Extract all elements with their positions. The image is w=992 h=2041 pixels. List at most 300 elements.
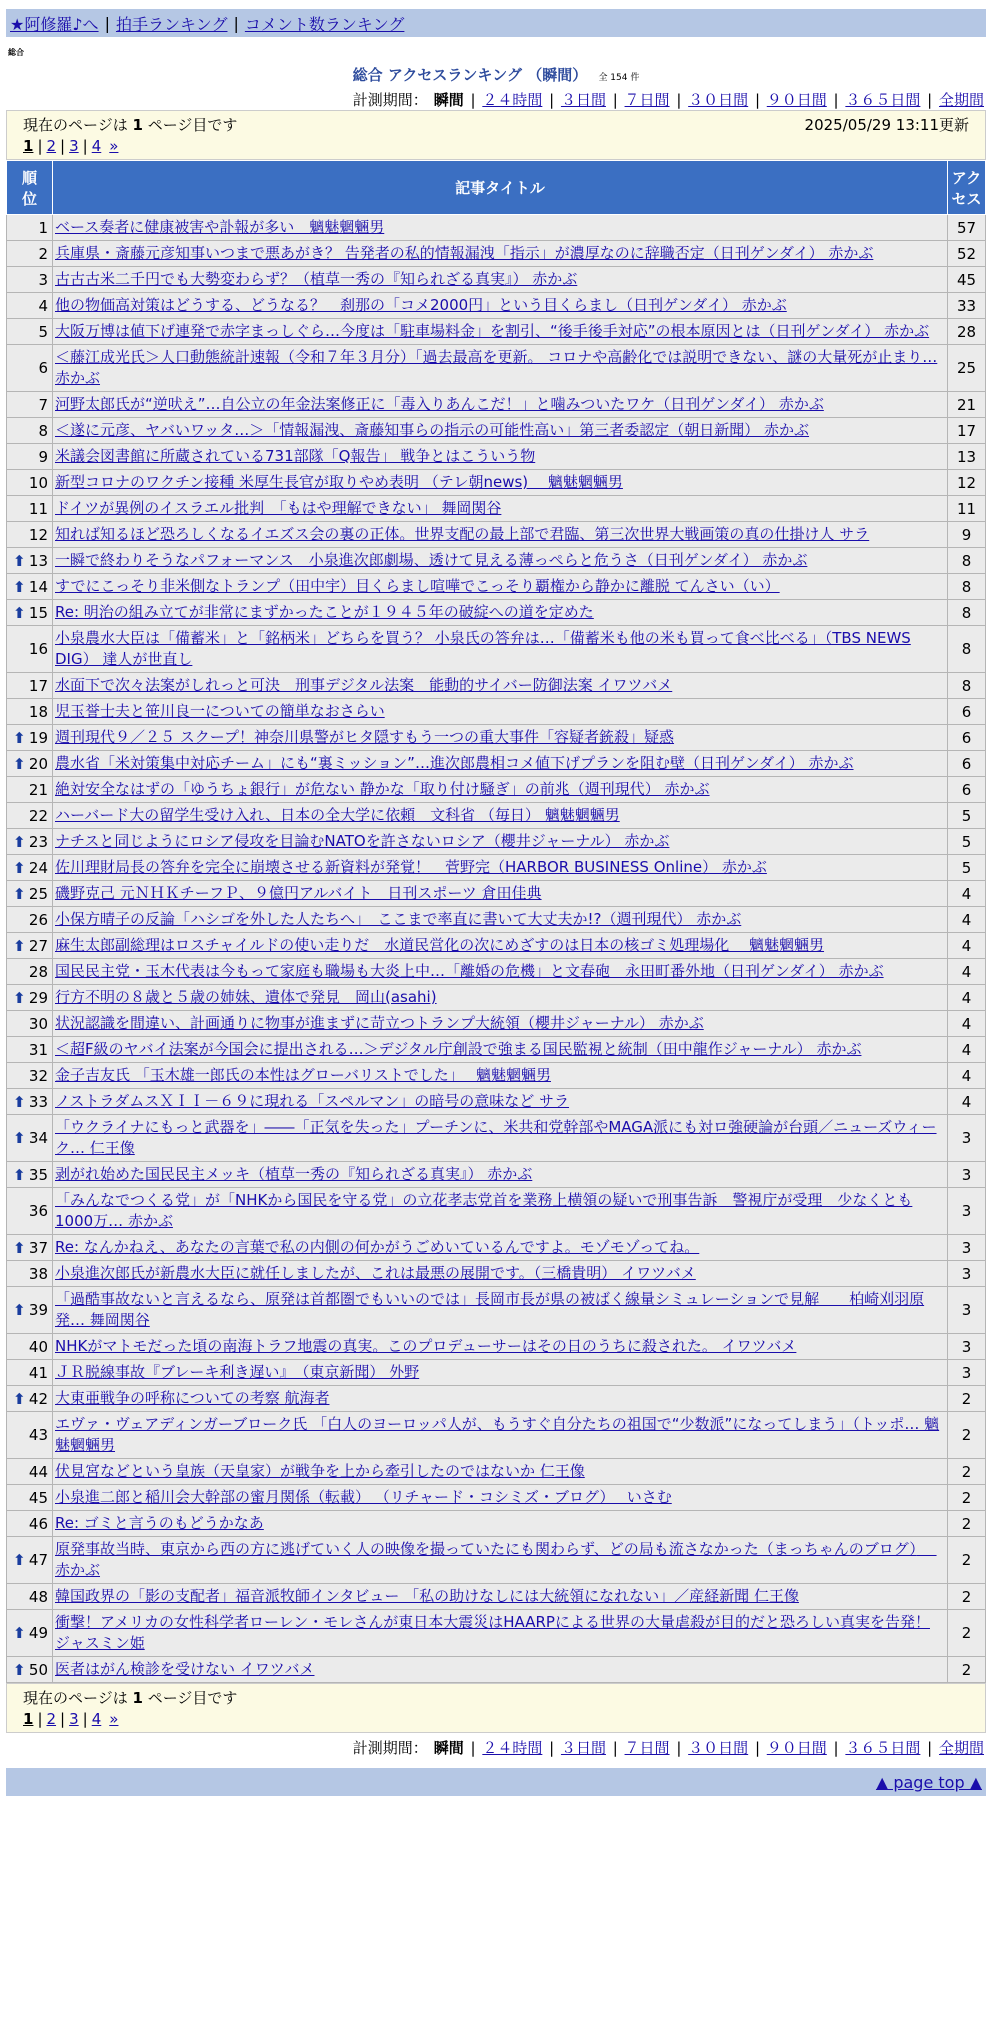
rank-cell bbox=[7, 1610, 53, 1657]
table-row bbox=[7, 496, 986, 522]
rank-number: 36 bbox=[28, 1202, 48, 1220]
article-title-link[interactable]: 小泉農水大臣は「備蓄米」と「銘柄米」どちらを買う？ 小泉氏の答弁は…「備蓄米も他の米も買って食べ比べる」（TBS NEWS DIG） 達人が世直し bbox=[55, 629, 911, 668]
title-cell bbox=[53, 751, 948, 777]
rank-number: 21 bbox=[28, 780, 48, 799]
rank-number: 43 bbox=[28, 1426, 48, 1444]
table-row bbox=[7, 1089, 986, 1115]
period-link[interactable]: ３０日間 bbox=[688, 91, 749, 109]
period-link[interactable]: ３０日間 bbox=[688, 1739, 749, 1757]
rank-number: 11 bbox=[28, 499, 48, 518]
title-cell bbox=[53, 1360, 948, 1386]
pager-link[interactable]: 3 bbox=[69, 1710, 79, 1728]
table-row bbox=[7, 777, 986, 803]
rank-cell bbox=[7, 1162, 53, 1188]
rank-cell bbox=[7, 1089, 53, 1115]
clap-ranking-link[interactable]: 拍手ランキング bbox=[115, 14, 228, 34]
rank-number: 31 bbox=[28, 1040, 48, 1059]
period-separator: | bbox=[544, 91, 559, 109]
rank-number: 42 bbox=[28, 1389, 48, 1408]
period-link[interactable]: ７日間 bbox=[624, 1739, 670, 1757]
title-cell bbox=[53, 1188, 948, 1235]
page-top-link[interactable]: ▲ page top ▲ bbox=[875, 1772, 982, 1792]
article-title-link[interactable]: 一瞬で終わりそうなパフォーマンス 小泉進次郎劇場、透けて見える薄っぺらと危うさ（日刊ゲンダイ） 赤かぶ bbox=[55, 551, 808, 569]
article-title-link[interactable]: 知れば知るほど恐ろしくなるイエズス会の裏の正体。世界支配の最上部で君臨、第三次世界大戦画策の真の仕掛け人 サラ bbox=[55, 525, 870, 543]
access-count: 3 bbox=[948, 1188, 986, 1235]
article-title-link[interactable]: 医者はがん検診を受けない イワツバメ bbox=[55, 1660, 315, 1678]
title-cell bbox=[53, 1657, 948, 1683]
pager-separator: | bbox=[82, 137, 88, 155]
ranking-table bbox=[6, 160, 986, 1683]
rank-cell bbox=[7, 1657, 53, 1683]
article-title-link[interactable]: 農水省「米対策集中対応チーム」にも“裏ミッション”…進次郎農相コメ値下げプランを阻む壁（日刊ゲンダイ） 赤かぶ bbox=[55, 754, 854, 772]
access-count: 4 bbox=[948, 1037, 986, 1063]
rank-cell bbox=[7, 600, 53, 626]
rank-cell bbox=[7, 1386, 53, 1412]
rank-number: 7 bbox=[38, 395, 48, 414]
access-count: 4 bbox=[948, 1089, 986, 1115]
article-title-link[interactable]: 磯野克己 元ＮＨＫチーフＰ、９億円アルバイト 日刊スポーツ 倉田佳典 bbox=[55, 884, 542, 902]
period-link[interactable]: ９０日間 bbox=[766, 91, 827, 109]
period-separator: | bbox=[922, 91, 937, 109]
pager-separator: | bbox=[60, 137, 66, 155]
period-label: 計測期間： bbox=[352, 91, 428, 109]
access-count: 2 bbox=[948, 1584, 986, 1610]
rank-number: 32 bbox=[28, 1066, 48, 1085]
rank-number: 8 bbox=[38, 421, 48, 440]
table-row bbox=[7, 1360, 986, 1386]
period-link[interactable]: ２４時間 bbox=[482, 91, 543, 109]
title-cell bbox=[53, 215, 948, 241]
article-title-link[interactable]: Re: なんかねえ、あなたの言葉で私の内側の何かがうごめいているんですよ。モゾモゾってね。 bbox=[55, 1238, 700, 1256]
period-separator: | bbox=[465, 1739, 481, 1757]
pager-separator: | bbox=[37, 1710, 43, 1728]
access-count: 2 bbox=[948, 1511, 986, 1537]
title-cell bbox=[53, 267, 948, 293]
article-title-link[interactable]: 「ウクライナにもっと武器を」――「正気を失った」プーチンに、米共和党幹部やMAGA派にも対ロ強硬論が台頭／ニューズウィーク… 仁王像 bbox=[55, 1118, 937, 1157]
access-count: 4 bbox=[948, 1063, 986, 1089]
access-count: 2 bbox=[948, 1459, 986, 1485]
rank-up-arrow-icon: ⬆ bbox=[13, 1551, 26, 1569]
access-count: 3 bbox=[948, 1287, 986, 1334]
table-row bbox=[7, 626, 986, 673]
title-cell bbox=[53, 293, 948, 319]
title-cell bbox=[53, 522, 948, 548]
table-row bbox=[7, 444, 986, 470]
rank-up-arrow-icon: ⬆ bbox=[13, 1092, 26, 1111]
rank-number: 28 bbox=[28, 962, 48, 981]
pager-link[interactable]: 2 bbox=[46, 1710, 57, 1728]
rank-cell bbox=[7, 751, 53, 777]
rank-cell bbox=[7, 470, 53, 496]
title-cell bbox=[53, 1459, 948, 1485]
rank-cell bbox=[7, 345, 53, 392]
table-row bbox=[7, 1511, 986, 1537]
rank-cell bbox=[7, 1037, 53, 1063]
rank-cell bbox=[7, 1485, 53, 1511]
title-cell bbox=[53, 1261, 948, 1287]
table-row bbox=[7, 673, 986, 699]
article-title-link[interactable]: エヴァ・ヴェアディンガーブローク氏 「白人のヨーロッパ人が、もうすぐ自分たちの祖国で“少数派”になってしまう」（トッポ… 魑魅魍魎男 bbox=[55, 1415, 940, 1454]
title-cell bbox=[53, 1610, 948, 1657]
article-title-link[interactable]: 新型コロナのワクチン接種 米厚生長官が取りやめ表明 （テレ朝news) 魑魅魍魎男 bbox=[55, 473, 623, 491]
rank-up-arrow-icon: ⬆ bbox=[13, 1238, 26, 1257]
pager-next-link[interactable]: » bbox=[109, 1710, 119, 1728]
rank-number: 23 bbox=[28, 832, 48, 851]
article-title-link[interactable]: 小泉進二郎と稲川会大幹部の蜜月関係（転載） （リチャード・コシミズ・ブログ） いさむ bbox=[55, 1488, 672, 1506]
period-link[interactable]: ９０日間 bbox=[766, 1739, 827, 1757]
title-cell bbox=[53, 470, 948, 496]
page-title bbox=[6, 64, 986, 85]
article-title-link[interactable]: 韓国政界の「影の支配者」福音派牧師インタビュー 「私の助けなしには大統領になれない」／産経新聞 仁王像 bbox=[55, 1587, 799, 1605]
access-count: 3 bbox=[948, 1360, 986, 1386]
title-cell bbox=[53, 1063, 948, 1089]
rank-number: 44 bbox=[28, 1462, 48, 1481]
access-header: アク セス bbox=[948, 161, 986, 215]
access-count: 8 bbox=[948, 548, 986, 574]
pager-links bbox=[23, 1708, 969, 1730]
article-title-link[interactable]: 剥がれ始めた国民民主メッキ（植草一秀の『知られざる真実』） 赤かぶ bbox=[55, 1165, 533, 1183]
period-link[interactable]: ３日間 bbox=[560, 91, 606, 109]
rank-cell bbox=[7, 1287, 53, 1334]
rank-number: 14 bbox=[28, 577, 48, 596]
article-title-link[interactable]: 金子吉友氏 「玉木雄一郎氏の本性はグローバリストでした」 魑魅魍魎男 bbox=[55, 1066, 551, 1084]
article-title-link[interactable]: 絶対安全なはずの「ゆうちょ銀行」が危ない 静かな「取り付け騒ぎ」の前兆（週刊現代） 赤かぶ bbox=[55, 780, 710, 798]
article-title-link[interactable]: ナチスと同じようにロシア侵攻を目論むNATOを許さないロシア（櫻井ジャーナル） 赤かぶ bbox=[55, 832, 670, 850]
rank-cell bbox=[7, 907, 53, 933]
access-count: 2 bbox=[948, 1610, 986, 1657]
table-row bbox=[7, 1037, 986, 1063]
rank-cell bbox=[7, 1584, 53, 1610]
access-count: 52 bbox=[948, 241, 986, 267]
title-cell bbox=[53, 548, 948, 574]
title-cell bbox=[53, 1584, 948, 1610]
article-title-link[interactable]: NHKがマトモだった頃の南海トラフ地震の真実。このプロデューサーはその日のうちに殺された。 イワツバメ bbox=[55, 1337, 797, 1355]
table-row bbox=[7, 1537, 986, 1584]
rank-number: 9 bbox=[38, 447, 48, 466]
article-title-link[interactable]: Re: ゴミと言うのもどうかなあ bbox=[55, 1514, 264, 1532]
access-count: 6 bbox=[948, 725, 986, 751]
rank-number: 45 bbox=[28, 1488, 48, 1507]
rank-cell bbox=[7, 548, 53, 574]
rank-cell bbox=[7, 293, 53, 319]
access-count: 5 bbox=[948, 855, 986, 881]
title-cell bbox=[53, 855, 948, 881]
article-title-link[interactable]: すでにこっそり非米側なトランプ（田中宇）目くらまし喧嘩でこっそり覇権から静かに離脱 てんさい（い） bbox=[55, 577, 780, 595]
period-separator: | bbox=[544, 1739, 559, 1757]
period-separator: | bbox=[922, 1739, 937, 1757]
bottom-band bbox=[6, 1768, 986, 1796]
article-title-link[interactable]: 行方不明の８歳と５歳の姉妹、遺体で発見 岡山(asahi) bbox=[55, 988, 437, 1006]
rank-cell bbox=[7, 496, 53, 522]
article-title-link[interactable]: 原発事故当時、東京から西の方に逃げていく人の映像を撮っていたにも関わらず、どの局も流さなかった（まっちゃんのブログ） 赤かぶ bbox=[55, 1540, 937, 1579]
rank-number: 50 bbox=[28, 1660, 48, 1679]
rank-number: 27 bbox=[28, 936, 48, 955]
access-count: 6 bbox=[948, 699, 986, 725]
article-title-link[interactable]: 「みんなでつくる党」が「NHKから国民を守る党」の立花孝志党首を業務上横領の疑いで刑事告訴 警視庁が受理 少なくとも1000万… 赤かぶ bbox=[55, 1191, 913, 1230]
rank-up-arrow-icon: ⬆ bbox=[13, 884, 26, 903]
rank-cell bbox=[7, 803, 53, 829]
period-separator: | bbox=[465, 91, 481, 109]
period-separator: | bbox=[828, 91, 844, 109]
article-title-link[interactable]: ＜超F級のヤバイ法案が今国会に提出される…＞デジタル庁創設で強まる国民監視と統制（田中龍作ジャーナル） 赤かぶ bbox=[55, 1040, 862, 1058]
title-cell bbox=[53, 1485, 948, 1511]
access-count: 9 bbox=[948, 522, 986, 548]
pager-links bbox=[23, 135, 969, 157]
period-link[interactable]: ３６５日間 bbox=[845, 91, 921, 109]
access-count: 3 bbox=[948, 1334, 986, 1360]
access-count: 4 bbox=[948, 881, 986, 907]
rank-cell bbox=[7, 626, 53, 673]
article-title-link[interactable]: 衝撃！アメリカの女性科学者ローレン・モレさんが東日本大震災はHAARPによる世界の大量虐殺が目的だと恐ろしい真実を告発！ ジャスミン姫 bbox=[55, 1613, 930, 1652]
table-row bbox=[7, 1188, 986, 1235]
rank-cell bbox=[7, 699, 53, 725]
period-label: 計測期間： bbox=[352, 1739, 428, 1757]
rank-number: 22 bbox=[28, 806, 48, 825]
title-cell bbox=[53, 1162, 948, 1188]
title-cell bbox=[53, 1334, 948, 1360]
access-count: 3 bbox=[948, 1115, 986, 1162]
table-row bbox=[7, 985, 986, 1011]
title-cell bbox=[53, 777, 948, 803]
pager-link[interactable]: 3 bbox=[69, 137, 79, 155]
rank-cell bbox=[7, 1063, 53, 1089]
table-row bbox=[7, 907, 986, 933]
title-cell bbox=[53, 1412, 948, 1459]
access-count: 45 bbox=[948, 267, 986, 293]
table-row bbox=[7, 1261, 986, 1287]
article-title-link[interactable]: ＜藤江成光氏＞人口動態統計速報（令和７年３月分）「過去最高を更新。 コロナや高齢化では説明できない、謎の大量死が止まり… 赤かぶ bbox=[55, 348, 938, 387]
access-count: 4 bbox=[948, 1011, 986, 1037]
access-count: 25 bbox=[948, 345, 986, 392]
title-cell bbox=[53, 1287, 948, 1334]
table-row bbox=[7, 470, 986, 496]
access-count: 8 bbox=[948, 626, 986, 673]
rank-cell bbox=[7, 241, 53, 267]
title-cell bbox=[53, 673, 948, 699]
title-cell bbox=[53, 1386, 948, 1412]
table-row bbox=[7, 418, 986, 444]
table-row bbox=[7, 548, 986, 574]
pager-separator: | bbox=[37, 137, 43, 155]
access-count: 5 bbox=[948, 803, 986, 829]
updated-timestamp: 2025/05/29 13:11更新 bbox=[804, 115, 969, 134]
period-link[interactable]: 全期間 bbox=[938, 91, 984, 109]
access-count: 4 bbox=[948, 985, 986, 1011]
rank-cell bbox=[7, 1412, 53, 1459]
access-count: 4 bbox=[948, 959, 986, 985]
title-cell bbox=[53, 1537, 948, 1584]
rank-up-arrow-icon: ⬆ bbox=[13, 1660, 26, 1679]
rank-cell bbox=[7, 1511, 53, 1537]
article-title-link[interactable]: 大東亜戦争の呼称についての考察 航海者 bbox=[55, 1389, 330, 1407]
pager-link[interactable]: 4 bbox=[91, 1710, 102, 1728]
period-separator: | bbox=[750, 91, 765, 109]
rank-cell bbox=[7, 985, 53, 1011]
period-link[interactable]: ３日間 bbox=[560, 1739, 606, 1757]
period-selector bbox=[6, 89, 986, 110]
rank-cell bbox=[7, 1334, 53, 1360]
article-title-link[interactable]: ベース奏者に健康被害や訃報が多い 魑魅魍魎男 bbox=[55, 218, 385, 236]
article-title-link[interactable]: 大阪万博は値下げ連発で赤字まっしぐら…今度は「駐車場料金」を割引、“後手後手対応”の根本原因とは（日刊ゲンダイ） 赤かぶ bbox=[55, 322, 930, 340]
rank-cell bbox=[7, 418, 53, 444]
rank-number: 34 bbox=[28, 1129, 48, 1147]
rank-up-arrow-icon: ⬆ bbox=[13, 988, 26, 1007]
article-title-link[interactable]: 他の物価高対策はどうする、どうなる？ 刹那の「コメ2000円」という目くらまし（日刊ゲンダイ） 赤かぶ bbox=[55, 296, 787, 314]
period-separator: | bbox=[607, 1739, 623, 1757]
period-separator: | bbox=[607, 91, 623, 109]
access-count: 2 bbox=[948, 1537, 986, 1584]
table-row bbox=[7, 1386, 986, 1412]
nav-separator: | bbox=[233, 13, 239, 33]
article-title-link[interactable]: Re: 明治の組み立てが非常にまずかったことが１９４５年の破綻への道を定めた bbox=[55, 603, 594, 621]
article-title-link[interactable]: 状況認識を間違い、計画通りに物事が進まずに苛立つトランプ大統領（櫻井ジャーナル） 赤かぶ bbox=[55, 1014, 704, 1032]
article-title-link[interactable]: 「過酷事故ないと言えるなら、原発は首都圏でもいいのでは」長岡市長が県の被ばく線量シミュレーションで見解 柏崎刈羽原発… 舞岡関谷 bbox=[55, 1290, 925, 1329]
pager bbox=[6, 110, 986, 160]
rank-number: 5 bbox=[38, 322, 48, 341]
period-separator: | bbox=[828, 1739, 844, 1757]
rank-cell bbox=[7, 829, 53, 855]
article-title-link[interactable]: ノストラダムスＸＩＩ－６９に現れる「スペルマン」の暗号の意味など サラ bbox=[55, 1092, 570, 1110]
article-title-link[interactable]: 小泉進次郎氏が新農水大臣に就任しましたが、これは最悪の展開です。（三橋貴明） イワツバメ bbox=[55, 1264, 696, 1282]
article-title-link[interactable]: 伏見宮などという皇族（天皇家）が戦争を上から牽引したのではないか 仁王像 bbox=[55, 1462, 585, 1480]
rank-cell bbox=[7, 1459, 53, 1485]
access-count: 5 bbox=[948, 829, 986, 855]
rank-number: 12 bbox=[28, 525, 48, 544]
total-count: 全 154 件 bbox=[598, 73, 640, 83]
page-title-text: 総合 アクセスランキング （瞬間） bbox=[352, 66, 588, 84]
article-title-link[interactable]: 国民民主党・玉木代表は今もって家庭も職場も大炎上中…「離婚の危機」と文春砲 永田町番外地（日刊ゲンダイ） 赤かぶ bbox=[55, 962, 884, 980]
article-title-link[interactable]: 古古古米二千円でも大勢変わらず？（植草一秀の『知られざる真実』） 赤かぶ bbox=[55, 270, 578, 288]
pager-link[interactable]: 4 bbox=[91, 137, 102, 155]
rank-number: 39 bbox=[28, 1301, 48, 1319]
rank-number: 26 bbox=[28, 910, 48, 929]
table-row bbox=[7, 959, 986, 985]
rank-number: 46 bbox=[28, 1514, 48, 1533]
access-count: 3 bbox=[948, 1162, 986, 1188]
period-current: 瞬間 bbox=[433, 91, 464, 109]
article-title-link[interactable]: 佐川理財局長の答弁を完全に崩壊させる新資料が発覚！ 菅野完（HARBOR BUSINESS Online） 赤かぶ bbox=[55, 858, 767, 876]
access-count: 33 bbox=[948, 293, 986, 319]
home-link[interactable]: ★阿修羅♪へ bbox=[10, 14, 99, 34]
title-cell bbox=[53, 1011, 948, 1037]
article-title-link[interactable]: 児玉誉士夫と笹川良一についての簡単なおさらい bbox=[55, 702, 385, 720]
period-link[interactable]: ３６５日間 bbox=[845, 1739, 921, 1757]
period-link[interactable]: ７日間 bbox=[624, 91, 670, 109]
article-title-link[interactable]: ＜遂に元彦、ヤバいワッタ…＞「情報漏洩、斎藤知事らの指示の可能性高い」第三者委認定（朝日新聞） 赤かぶ bbox=[55, 421, 810, 439]
period-link[interactable]: ２４時間 bbox=[482, 1739, 543, 1757]
title-cell bbox=[53, 574, 948, 600]
table-row bbox=[7, 267, 986, 293]
table-row bbox=[7, 1485, 986, 1511]
rank-cell bbox=[7, 725, 53, 751]
access-count: 8 bbox=[948, 574, 986, 600]
title-cell bbox=[53, 345, 948, 392]
pager-link[interactable]: 2 bbox=[46, 137, 57, 155]
rank-up-arrow-icon: ⬆ bbox=[13, 603, 26, 622]
period-selector-bottom bbox=[6, 1737, 986, 1758]
comment-ranking-link[interactable]: コメント数ランキング bbox=[244, 14, 405, 34]
table-row bbox=[7, 522, 986, 548]
rank-number: 49 bbox=[28, 1624, 48, 1642]
rank-up-arrow-icon: ⬆ bbox=[13, 551, 26, 570]
pager-next-link[interactable]: » bbox=[109, 137, 119, 155]
title-cell bbox=[53, 1089, 948, 1115]
access-count: 6 bbox=[948, 751, 986, 777]
access-count: 8 bbox=[948, 600, 986, 626]
rank-cell bbox=[7, 959, 53, 985]
rank-cell bbox=[7, 522, 53, 548]
rank-number: 3 bbox=[38, 270, 48, 289]
access-count: 2 bbox=[948, 1657, 986, 1683]
title-cell bbox=[53, 1115, 948, 1162]
article-title-link[interactable]: 麻生太郎副総理はロスチャイルドの使い走りだ 水道民営化の次にめざすのは日本の核ゴミ処理場化 魑魅魍魎男 bbox=[55, 936, 825, 954]
table-row bbox=[7, 855, 986, 881]
rank-cell bbox=[7, 1235, 53, 1261]
rank-cell bbox=[7, 855, 53, 881]
period-link[interactable]: 全期間 bbox=[938, 1739, 984, 1757]
period-separator: | bbox=[671, 91, 687, 109]
table-row bbox=[7, 933, 986, 959]
rank-up-arrow-icon: ⬆ bbox=[13, 1624, 26, 1642]
table-row bbox=[7, 881, 986, 907]
table-row bbox=[7, 751, 986, 777]
article-title-link[interactable]: 水面下で次々法案がしれっと可決 刑事デジタル法案 能動的サイバー防御法案 イワツバメ bbox=[55, 676, 673, 694]
article-title-link[interactable]: 米議会図書館に所蔵されている731部隊「Q報告」 戦争とはこういう物 bbox=[55, 447, 536, 465]
table-row bbox=[7, 1011, 986, 1037]
rank-number: 19 bbox=[28, 728, 48, 747]
rank-number: 13 bbox=[28, 551, 48, 570]
access-count: 8 bbox=[948, 673, 986, 699]
pager-current-page: 1 bbox=[23, 137, 34, 155]
rank-cell bbox=[7, 777, 53, 803]
article-title-link[interactable]: ＪＲ脱線事故『ブレーキ利き遅い』 （東京新聞） 外野 bbox=[55, 1363, 420, 1381]
rank-number: 24 bbox=[28, 858, 48, 877]
rank-cell bbox=[7, 933, 53, 959]
article-title-link[interactable]: 河野太郎氏が“逆吠え”…自公立の年金法案修正に「毒入りあんこだ！」と噛みついたワケ（日刊ゲンダイ） 赤かぶ bbox=[55, 395, 824, 413]
table-row bbox=[7, 1584, 986, 1610]
title-cell bbox=[53, 241, 948, 267]
table-row bbox=[7, 574, 986, 600]
rank-cell bbox=[7, 1011, 53, 1037]
pager-status-page: 1 bbox=[132, 1688, 143, 1707]
table-row bbox=[7, 1657, 986, 1683]
rank-number: 41 bbox=[28, 1363, 48, 1382]
article-title-link[interactable]: 週刊現代９／２５ スクープ！神奈川県警がヒタ隠すもう一つの重大事件「容疑者銃殺」疑惑 bbox=[55, 728, 675, 746]
rank-number: 16 bbox=[28, 640, 48, 658]
title-cell bbox=[53, 829, 948, 855]
period-separator: | bbox=[671, 1739, 687, 1757]
pager-status-page: 1 bbox=[132, 115, 143, 134]
rank-up-arrow-icon: ⬆ bbox=[13, 1129, 26, 1147]
table-row bbox=[7, 1459, 986, 1485]
pager-status: 現在のページは 1 ページ目です bbox=[23, 1688, 238, 1707]
title-cell bbox=[53, 959, 948, 985]
access-count: 21 bbox=[948, 392, 986, 418]
article-title-link[interactable]: 兵庫県・斎藤元彦知事いつまで悪あがき？ 告発者の私的情報漏洩「指示」が濃厚なのに辞職否定（日刊ゲンダイ） 赤かぶ bbox=[55, 244, 874, 262]
title-cell bbox=[53, 803, 948, 829]
pager-status: 現在のページは 1 ページ目です bbox=[23, 115, 238, 134]
access-count: 2 bbox=[948, 1386, 986, 1412]
rank-cell bbox=[7, 1537, 53, 1584]
rank-cell bbox=[7, 319, 53, 345]
table-row bbox=[7, 1334, 986, 1360]
rank-up-arrow-icon: ⬆ bbox=[13, 728, 26, 747]
article-title-link[interactable]: ハーバード大の留学生受け入れ、日本の全大学に依頼 文科省 （毎日） 魑魅魍魎男 bbox=[55, 806, 620, 824]
article-title-link[interactable]: ドイツが異例のイスラエル批判 「もはや理解できない」 舞岡関谷 bbox=[55, 499, 502, 517]
article-title-link[interactable]: 小保方晴子の反論「ハシゴを外した人たちへ」 ここまで率直に書いて大丈夫か!?（週刊現代） 赤かぶ bbox=[55, 910, 742, 928]
title-cell bbox=[53, 444, 948, 470]
pager-separator: | bbox=[60, 1710, 66, 1728]
